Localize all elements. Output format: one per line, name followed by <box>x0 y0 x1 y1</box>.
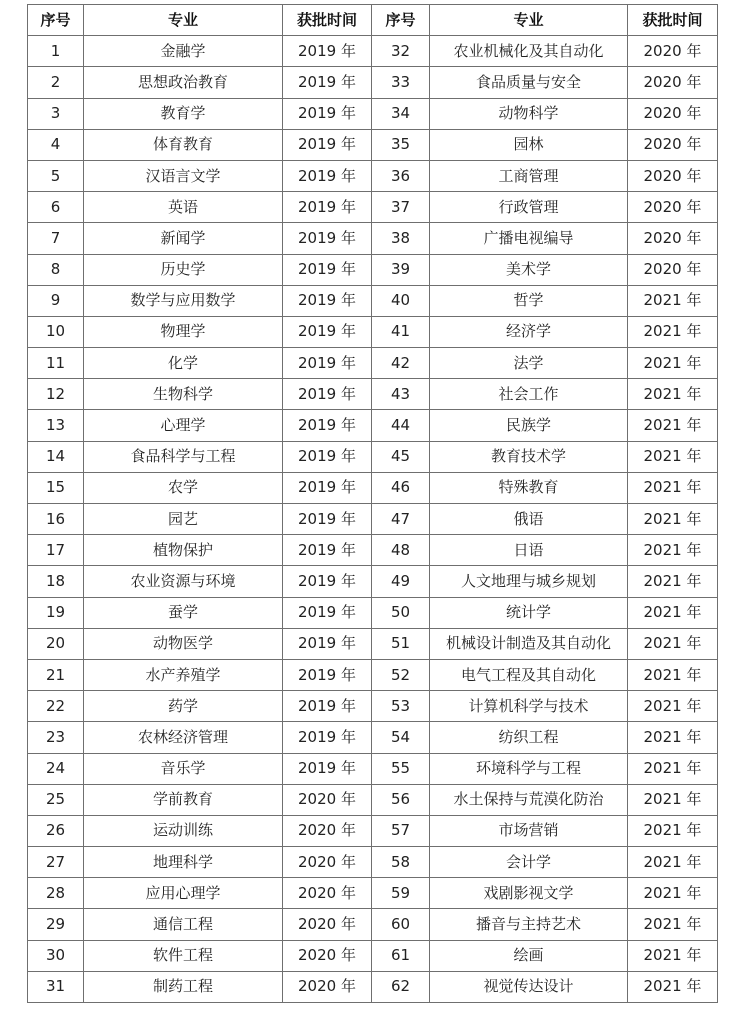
approval-time-cell: 2019 年 <box>283 160 372 191</box>
serial-cell: 45 <box>372 441 430 472</box>
serial-cell: 49 <box>372 566 430 597</box>
major-cell: 水土保持与荒漠化防治 <box>430 784 628 815</box>
major-cell: 数学与应用数学 <box>84 285 283 316</box>
header-serial-right: 序号 <box>372 5 430 36</box>
major-cell: 物理学 <box>84 316 283 347</box>
serial-cell: 26 <box>28 815 84 846</box>
approval-time-cell: 2020 年 <box>283 971 372 1002</box>
major-cell: 新闻学 <box>84 223 283 254</box>
serial-cell: 28 <box>28 878 84 909</box>
major-cell: 植物保护 <box>84 535 283 566</box>
serial-cell: 3 <box>28 98 84 129</box>
table-row <box>28 504 718 535</box>
serial-cell: 53 <box>372 691 430 722</box>
serial-cell: 18 <box>28 566 84 597</box>
serial-cell: 36 <box>372 160 430 191</box>
approval-time-cell: 2019 年 <box>283 722 372 753</box>
serial-cell: 50 <box>372 597 430 628</box>
approval-time-cell: 2021 年 <box>628 815 718 846</box>
serial-cell: 7 <box>28 223 84 254</box>
serial-cell: 60 <box>372 909 430 940</box>
table-row <box>28 847 718 878</box>
serial-cell: 24 <box>28 753 84 784</box>
major-cell: 戏剧影视文学 <box>430 878 628 909</box>
serial-cell: 34 <box>372 98 430 129</box>
approval-time-cell: 2021 年 <box>628 659 718 690</box>
major-cell: 地理科学 <box>84 847 283 878</box>
serial-cell: 15 <box>28 472 84 503</box>
approval-time-cell: 2021 年 <box>628 597 718 628</box>
major-cell: 英语 <box>84 192 283 223</box>
table-row <box>28 472 718 503</box>
header-major-left: 专业 <box>84 5 283 36</box>
serial-cell: 19 <box>28 597 84 628</box>
approval-time-cell: 2020 年 <box>283 878 372 909</box>
serial-cell: 2 <box>28 67 84 98</box>
approval-time-cell: 2020 年 <box>283 815 372 846</box>
table-row <box>28 784 718 815</box>
major-cell: 制药工程 <box>84 971 283 1002</box>
approval-time-cell: 2019 年 <box>283 67 372 98</box>
major-cell: 行政管理 <box>430 192 628 223</box>
table-row <box>28 36 718 67</box>
table-row <box>28 753 718 784</box>
table-row <box>28 129 718 160</box>
header-major-right: 专业 <box>430 5 628 36</box>
serial-cell: 38 <box>372 223 430 254</box>
major-cell: 教育技术学 <box>430 441 628 472</box>
major-cell: 法学 <box>430 348 628 379</box>
table-row <box>28 628 718 659</box>
serial-cell: 35 <box>372 129 430 160</box>
serial-cell: 22 <box>28 691 84 722</box>
serial-cell: 58 <box>372 847 430 878</box>
major-cell: 社会工作 <box>430 379 628 410</box>
header-approval-time-left: 获批时间 <box>283 5 372 36</box>
major-cell: 运动训练 <box>84 815 283 846</box>
approval-time-cell: 2020 年 <box>628 129 718 160</box>
table-row <box>28 379 718 410</box>
serial-cell: 62 <box>372 971 430 1002</box>
major-cell: 食品科学与工程 <box>84 441 283 472</box>
major-cell: 电气工程及其自动化 <box>430 659 628 690</box>
serial-cell: 23 <box>28 722 84 753</box>
major-cell: 俄语 <box>430 504 628 535</box>
approval-time-cell: 2019 年 <box>283 223 372 254</box>
major-cell: 教育学 <box>84 98 283 129</box>
table-row <box>28 67 718 98</box>
major-cell: 园林 <box>430 129 628 160</box>
approval-time-cell: 2021 年 <box>628 628 718 659</box>
approval-time-cell: 2019 年 <box>283 98 372 129</box>
major-cell: 金融学 <box>84 36 283 67</box>
major-cell: 绘画 <box>430 940 628 971</box>
approval-time-cell: 2019 年 <box>283 691 372 722</box>
serial-cell: 51 <box>372 628 430 659</box>
major-cell: 食品质量与安全 <box>430 67 628 98</box>
table-body <box>28 36 718 1003</box>
table-row <box>28 441 718 472</box>
major-cell: 人文地理与城乡规划 <box>430 566 628 597</box>
table-row <box>28 348 718 379</box>
approval-time-cell: 2019 年 <box>283 659 372 690</box>
serial-cell: 29 <box>28 909 84 940</box>
approval-time-cell: 2019 年 <box>283 410 372 441</box>
major-cell: 心理学 <box>84 410 283 441</box>
major-cell: 水产养殖学 <box>84 659 283 690</box>
approval-time-cell: 2021 年 <box>628 566 718 597</box>
serial-cell: 25 <box>28 784 84 815</box>
approval-time-cell: 2019 年 <box>283 36 372 67</box>
approval-time-cell: 2019 年 <box>283 379 372 410</box>
serial-cell: 27 <box>28 847 84 878</box>
approval-time-cell: 2021 年 <box>628 316 718 347</box>
serial-cell: 31 <box>28 971 84 1002</box>
serial-cell: 39 <box>372 254 430 285</box>
approval-time-cell: 2021 年 <box>628 847 718 878</box>
major-cell: 视觉传达设计 <box>430 971 628 1002</box>
table-row <box>28 98 718 129</box>
serial-cell: 47 <box>372 504 430 535</box>
serial-cell: 20 <box>28 628 84 659</box>
header-serial-left: 序号 <box>28 5 84 36</box>
major-cell: 经济学 <box>430 316 628 347</box>
approval-time-cell: 2021 年 <box>628 410 718 441</box>
major-cell: 历史学 <box>84 254 283 285</box>
serial-cell: 33 <box>372 67 430 98</box>
approval-time-cell: 2020 年 <box>628 223 718 254</box>
major-cell: 纺织工程 <box>430 722 628 753</box>
approval-time-cell: 2019 年 <box>283 628 372 659</box>
approval-time-cell: 2021 年 <box>628 784 718 815</box>
serial-cell: 55 <box>372 753 430 784</box>
approval-time-cell: 2021 年 <box>628 535 718 566</box>
major-cell: 蚕学 <box>84 597 283 628</box>
majors-table <box>27 4 718 1003</box>
serial-cell: 4 <box>28 129 84 160</box>
major-cell: 软件工程 <box>84 940 283 971</box>
approval-time-cell: 2019 年 <box>283 472 372 503</box>
approval-time-cell: 2021 年 <box>628 348 718 379</box>
major-cell: 学前教育 <box>84 784 283 815</box>
approval-time-cell: 2020 年 <box>628 160 718 191</box>
approval-time-cell: 2021 年 <box>628 379 718 410</box>
serial-cell: 17 <box>28 535 84 566</box>
table-row <box>28 909 718 940</box>
table-row <box>28 192 718 223</box>
serial-cell: 59 <box>372 878 430 909</box>
major-cell: 汉语言文学 <box>84 160 283 191</box>
major-cell: 特殊教育 <box>430 472 628 503</box>
header-approval-time-right: 获批时间 <box>628 5 718 36</box>
serial-cell: 57 <box>372 815 430 846</box>
table-row <box>28 597 718 628</box>
serial-cell: 6 <box>28 192 84 223</box>
serial-cell: 61 <box>372 940 430 971</box>
serial-cell: 11 <box>28 348 84 379</box>
major-cell: 广播电视编导 <box>430 223 628 254</box>
table-row <box>28 254 718 285</box>
serial-cell: 46 <box>372 472 430 503</box>
approval-time-cell: 2020 年 <box>628 67 718 98</box>
approval-time-cell: 2021 年 <box>628 722 718 753</box>
table-row <box>28 691 718 722</box>
table-row <box>28 940 718 971</box>
approval-time-cell: 2021 年 <box>628 971 718 1002</box>
approval-time-cell: 2021 年 <box>628 909 718 940</box>
approval-time-cell: 2021 年 <box>628 878 718 909</box>
approval-time-cell: 2019 年 <box>283 504 372 535</box>
approval-time-cell: 2020 年 <box>283 909 372 940</box>
approval-time-cell: 2021 年 <box>628 504 718 535</box>
serial-cell: 32 <box>372 36 430 67</box>
serial-cell: 9 <box>28 285 84 316</box>
approval-time-cell: 2021 年 <box>628 940 718 971</box>
table-row <box>28 316 718 347</box>
table-row <box>28 410 718 441</box>
major-cell: 美术学 <box>430 254 628 285</box>
approval-time-cell: 2021 年 <box>628 753 718 784</box>
table-row <box>28 722 718 753</box>
serial-cell: 43 <box>372 379 430 410</box>
header-row <box>28 5 718 36</box>
table-row <box>28 160 718 191</box>
major-cell: 市场营销 <box>430 815 628 846</box>
approval-time-cell: 2019 年 <box>283 441 372 472</box>
serial-cell: 37 <box>372 192 430 223</box>
approval-time-cell: 2019 年 <box>283 285 372 316</box>
approval-time-cell: 2020 年 <box>283 847 372 878</box>
approval-time-cell: 2019 年 <box>283 129 372 160</box>
approval-time-cell: 2020 年 <box>628 36 718 67</box>
major-cell: 统计学 <box>430 597 628 628</box>
serial-cell: 56 <box>372 784 430 815</box>
serial-cell: 52 <box>372 659 430 690</box>
major-cell: 日语 <box>430 535 628 566</box>
serial-cell: 5 <box>28 160 84 191</box>
serial-cell: 14 <box>28 441 84 472</box>
major-cell: 应用心理学 <box>84 878 283 909</box>
approval-time-cell: 2019 年 <box>283 535 372 566</box>
serial-cell: 1 <box>28 36 84 67</box>
table-row <box>28 659 718 690</box>
serial-cell: 16 <box>28 504 84 535</box>
major-cell: 农林经济管理 <box>84 722 283 753</box>
table-row <box>28 285 718 316</box>
serial-cell: 30 <box>28 940 84 971</box>
serial-cell: 13 <box>28 410 84 441</box>
approval-time-cell: 2019 年 <box>283 597 372 628</box>
table-row <box>28 878 718 909</box>
serial-cell: 44 <box>372 410 430 441</box>
major-cell: 播音与主持艺术 <box>430 909 628 940</box>
major-cell: 工商管理 <box>430 160 628 191</box>
serial-cell: 10 <box>28 316 84 347</box>
major-cell: 环境科学与工程 <box>430 753 628 784</box>
approval-time-cell: 2020 年 <box>283 784 372 815</box>
approval-time-cell: 2019 年 <box>283 192 372 223</box>
table-row <box>28 566 718 597</box>
major-cell: 动物科学 <box>430 98 628 129</box>
major-cell: 机械设计制造及其自动化 <box>430 628 628 659</box>
serial-cell: 42 <box>372 348 430 379</box>
major-cell: 体育教育 <box>84 129 283 160</box>
major-cell: 药学 <box>84 691 283 722</box>
serial-cell: 8 <box>28 254 84 285</box>
table-header <box>28 5 718 36</box>
approval-time-cell: 2021 年 <box>628 472 718 503</box>
serial-cell: 40 <box>372 285 430 316</box>
table-row <box>28 223 718 254</box>
approval-time-cell: 2020 年 <box>628 98 718 129</box>
major-cell: 计算机科学与技术 <box>430 691 628 722</box>
serial-cell: 41 <box>372 316 430 347</box>
major-cell: 化学 <box>84 348 283 379</box>
major-cell: 民族学 <box>430 410 628 441</box>
major-cell: 会计学 <box>430 847 628 878</box>
major-cell: 农业资源与环境 <box>84 566 283 597</box>
approval-time-cell: 2019 年 <box>283 254 372 285</box>
approval-time-cell: 2021 年 <box>628 691 718 722</box>
table-row <box>28 535 718 566</box>
major-cell: 哲学 <box>430 285 628 316</box>
approval-time-cell: 2019 年 <box>283 566 372 597</box>
major-cell: 生物科学 <box>84 379 283 410</box>
serial-cell: 21 <box>28 659 84 690</box>
serial-cell: 54 <box>372 722 430 753</box>
approval-time-cell: 2021 年 <box>628 441 718 472</box>
major-cell: 农业机械化及其自动化 <box>430 36 628 67</box>
major-cell: 通信工程 <box>84 909 283 940</box>
approval-time-cell: 2020 年 <box>628 254 718 285</box>
serial-cell: 48 <box>372 535 430 566</box>
major-cell: 动物医学 <box>84 628 283 659</box>
approval-time-cell: 2020 年 <box>628 192 718 223</box>
major-cell: 园艺 <box>84 504 283 535</box>
major-cell: 思想政治教育 <box>84 67 283 98</box>
approval-time-cell: 2019 年 <box>283 348 372 379</box>
approval-time-cell: 2019 年 <box>283 753 372 784</box>
approval-time-cell: 2020 年 <box>283 940 372 971</box>
table-row <box>28 971 718 1002</box>
major-cell: 音乐学 <box>84 753 283 784</box>
major-cell: 农学 <box>84 472 283 503</box>
serial-cell: 12 <box>28 379 84 410</box>
table-row <box>28 815 718 846</box>
approval-time-cell: 2021 年 <box>628 285 718 316</box>
approval-time-cell: 2019 年 <box>283 316 372 347</box>
